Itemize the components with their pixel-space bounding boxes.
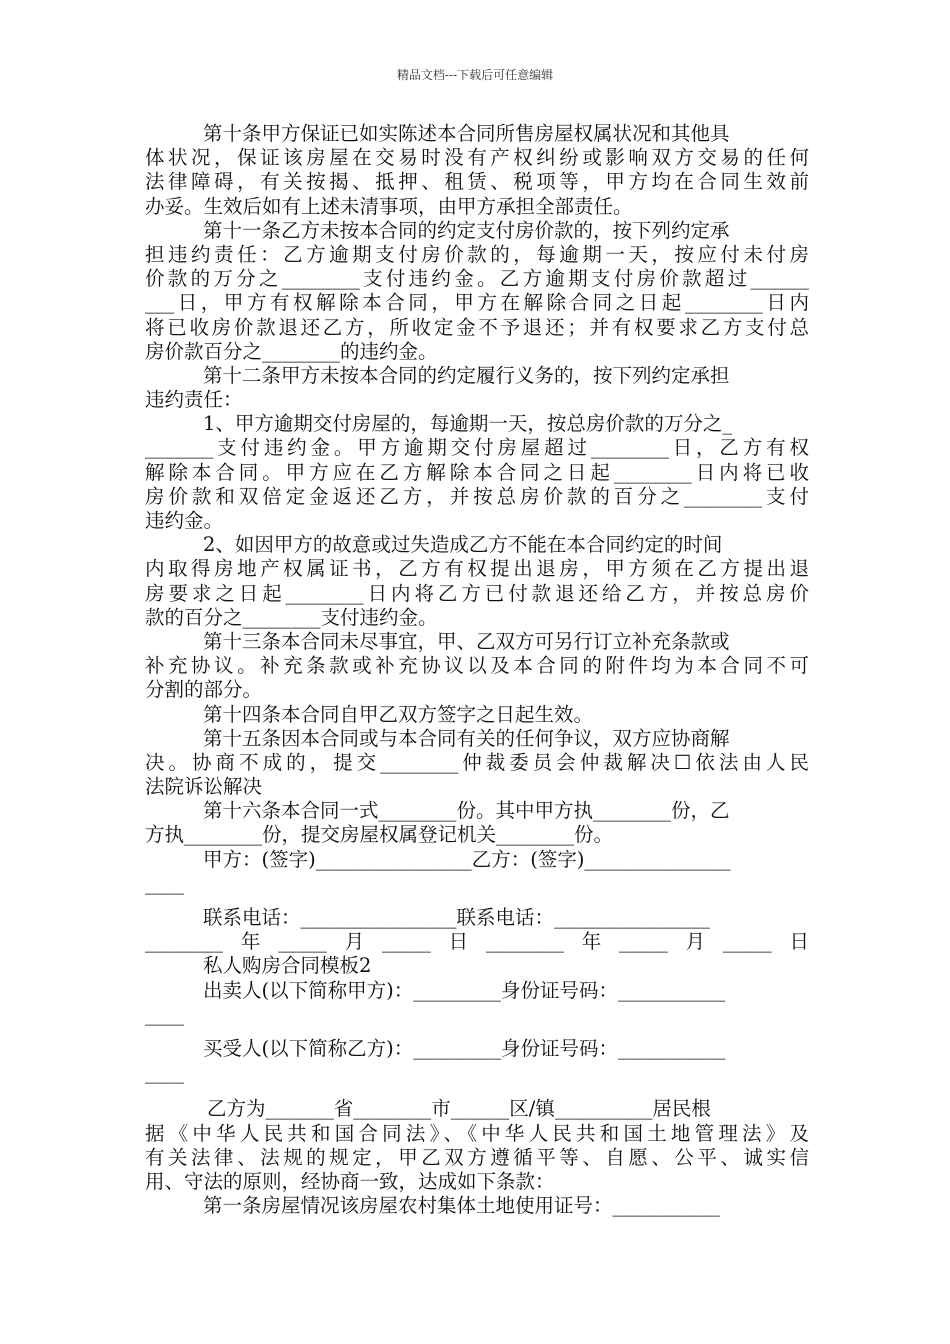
text-line: 价款的万分之________支付违约金。乙方逾期支付房价款超过______ <box>145 267 809 291</box>
text-line: 用、守法的原则，经协商一致，达成如下条款： <box>145 1169 555 1193</box>
text-line: _______支付违约金。甲方逾期交付房屋超过________日，乙方有权 <box>145 436 809 460</box>
seller-line: 出卖人(以下简称甲方)：_________身份证号码：___________ <box>203 978 726 1002</box>
text-line: 第一条房屋情况该房屋农村集体土地使用证号：___________ <box>203 1194 720 1218</box>
text-line: 补充协议。补充条款或补充协议以及本合同的附件均为本合同不可 <box>145 654 809 678</box>
buyer-line: ____ <box>145 1061 184 1085</box>
text-line: ___日，甲方有权解除本合同，甲方在解除合同之日起________日内 <box>145 291 809 315</box>
signature-line: 甲方：(签字)________________乙方：(签字)_______________ <box>203 847 731 871</box>
text-line: 第十六条本合同一式________份。其中甲方执________份，乙 <box>203 799 730 823</box>
text-line: 决。协商不成的，提交________仲裁委员会仲裁解决☐依法由人民 <box>145 750 809 774</box>
buyer-line: 买受人(以下简称乙方)：_________身份证号码：___________ <box>203 1036 726 1060</box>
text-line: 违约责任： <box>145 388 243 412</box>
text-line: 第十四条本合同自甲乙双方签字之日起生效。 <box>203 702 594 726</box>
page-header: 精品文档---下载后可任意编辑 <box>396 68 554 82</box>
text-line: 款的百分之________支付违约金。 <box>145 605 438 629</box>
text-line: 办妥。生效后如有上述未清事项，由甲方承担全部责任。 <box>145 194 633 218</box>
seller-line: ____ <box>145 1002 184 1026</box>
text-line: 第十五条因本合同或与本合同有关的任何争议，双方应协商解 <box>203 726 730 750</box>
text-line: 法律障碍，有关按揭、抵押、租赁、税项等，甲方均在合同生效前 <box>145 170 809 194</box>
text-line: 分割的部分。 <box>145 678 263 702</box>
text-line: 房要求之日起________日内将乙方已付款退还给乙方，并按总房价 <box>145 581 809 605</box>
text-line: 违约金。 <box>145 509 224 532</box>
text-line: 解除本合同。甲方应在乙方解除本合同之日起________日内将已收 <box>145 460 809 484</box>
text-line: 据《中华人民共和国合同法》、《中华人民共和国土地管理法》及 <box>145 1121 809 1145</box>
text-line: 第十二条甲方未按本合同的约定履行义务的，按下列约定承担 <box>203 363 730 387</box>
text-line: 房价款百分之________的违约金。 <box>145 339 438 363</box>
text-line: 方执________份，提交房屋权属登记机关________份。 <box>145 823 614 847</box>
text-line: 第十条甲方保证已如实陈述本合同所售房屋权属状况和其他具 <box>203 122 730 145</box>
text-line: 1、甲方逾期交付房屋的，每逾期一天，按总房价款的万分之_ <box>203 412 733 436</box>
text-line: 第十三条本合同未尽事宜，甲、乙双方可另行订立补充条款或 <box>203 629 730 653</box>
text-line: 将已收房价款退还乙方，所收定金不予退还；并有权要求乙方支付总 <box>145 315 809 339</box>
text-line: 第十一条乙方未按本合同的约定支付房价款的，按下列约定承 <box>203 218 730 242</box>
text-line: 有关法律、法规的规定，甲乙双方遵循平等、自愿、公平、诚实信 <box>145 1145 809 1169</box>
text-line: 法院诉讼解决 <box>145 775 263 799</box>
section-title: 私人购房合同模板2 <box>203 954 372 978</box>
text-line: 体状况，保证该房屋在交易时没有产权纠纷或影响双方交易的任何 <box>145 146 809 170</box>
document-body <box>145 122 809 1218</box>
text-line: 内取得房地产权属证书，乙方有权提出退房，甲方须在乙方提出退 <box>145 557 809 581</box>
date-line: ________年_____月_____日________年_____月_____日 <box>145 930 810 954</box>
text-line: 2、如因甲方的故意或过失造成乙方不能在本合同约定的时间 <box>203 533 723 557</box>
text-line: 担违约责任：乙方逾期支付房价款的，每逾期一天，按应付未付房 <box>145 242 809 266</box>
signature-line: ____ <box>145 871 184 895</box>
phone-line: 联系电话：________________联系电话：________________ <box>203 906 711 929</box>
text-line: 房价款和双倍定金返还乙方，并按总房价款的百分之________支付 <box>145 484 809 508</box>
text-line: 乙方为_______省________市______区/镇__________居民根 <box>207 1097 711 1121</box>
